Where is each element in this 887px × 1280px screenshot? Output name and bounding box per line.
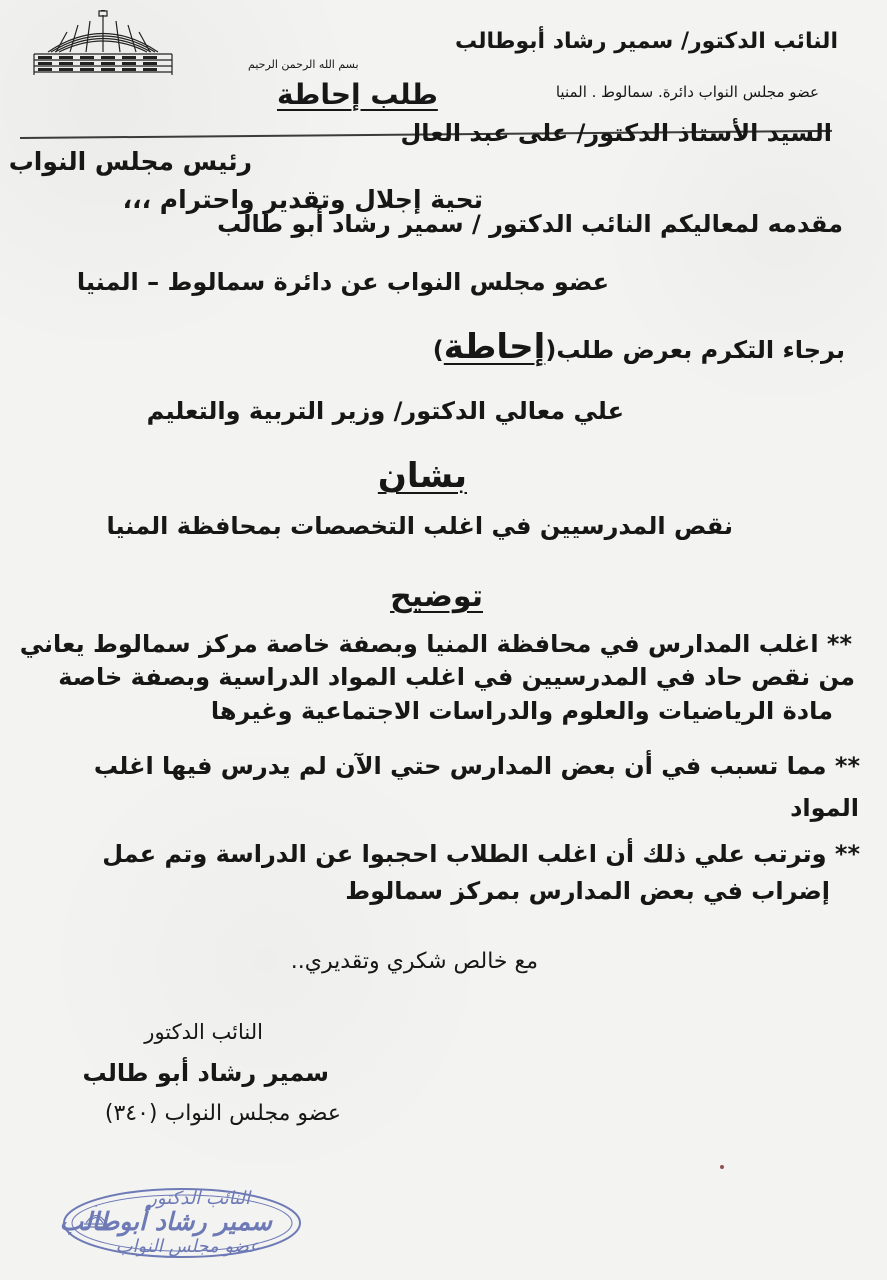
clarification-line-1: ** اغلب المدارس في محافظة المنيا وبصفة خاصة مركز سمالوط يعاني (19, 630, 852, 658)
clarification-label: توضيح (390, 579, 483, 614)
signature-member-line: عضو مجلس النواب (٣٤٠) (104, 1101, 341, 1126)
mp-district: عضو مجلس النواب دائرة. سمالوط . المنيا (555, 83, 819, 101)
signature-title: النائب الدكتور (144, 1020, 263, 1044)
thanks-line: مع خالص شكري وتقديري.. (290, 949, 538, 974)
official-seal (58, 1180, 308, 1266)
clarification-line-2: من نقص حاد في المدرسيين في اغلب المواد الدراسية وبصفة خاصة (58, 663, 855, 691)
request-suffix: ) (432, 336, 444, 364)
basmala: بسم الله الرحمن الرحيم (248, 58, 359, 71)
request-line (433, 327, 845, 367)
clarification-line-7: إضراب في بعض المدارس بمركز سمالوط (345, 877, 830, 905)
seal-line-2: سمير رشاد أبوطالب (59, 1207, 272, 1236)
greeting-line: تحية إجلال وتقدير واحترام ،،، (122, 185, 483, 214)
recipient-line: السيد الأستاذ الدكتور/ على عبد العال (400, 119, 832, 147)
subject-line: نقص المدرسيين في اغلب التخصصات بمحافظة المنيا (106, 512, 733, 540)
document-type-title: طلب إحاطة (277, 78, 438, 111)
clarification-line-5: المواد (790, 794, 859, 822)
mp-name: النائب الدكتور/ سمير رشاد أبوطالب (454, 29, 838, 54)
target-line: علي معالي الدكتور/ وزير التربية والتعليم (146, 397, 624, 425)
signature-name: سمير رشاد أبو طالب (82, 1059, 329, 1087)
clarification-line-3: مادة الرياضيات والعلوم والدراسات الاجتماعية وغيرها (210, 697, 833, 725)
seal-line-3: عضو مجلس النواب (115, 1236, 260, 1257)
request-prefix: برجاء التكرم بعرض طلب( (545, 336, 845, 364)
subject-label: بشان (377, 456, 467, 496)
clarification-line-4: ** مما تسبب في أن بعض المدارس حتي الآن لم يدرس فيها اغلب (93, 752, 860, 780)
parliament-dome-logo (28, 10, 178, 82)
intro-line: مقدمه لمعاليكم النائب الدكتور / سمير رشاد أبو طالب (217, 210, 843, 238)
recipient-title: رئيس مجلس النواب (8, 147, 252, 176)
red-mark-dot (720, 1165, 724, 1169)
member-line: عضو مجلس النواب عن دائرة سمالوط – المنيا (76, 268, 609, 296)
seal-line-1: النائب الدكتور (148, 1188, 250, 1209)
request-word: إحاطة (443, 327, 546, 367)
clarification-line-6: ** وترتب علي ذلك أن اغلب الطلاب احجبوا عن الدراسة وتم عمل (102, 840, 860, 868)
